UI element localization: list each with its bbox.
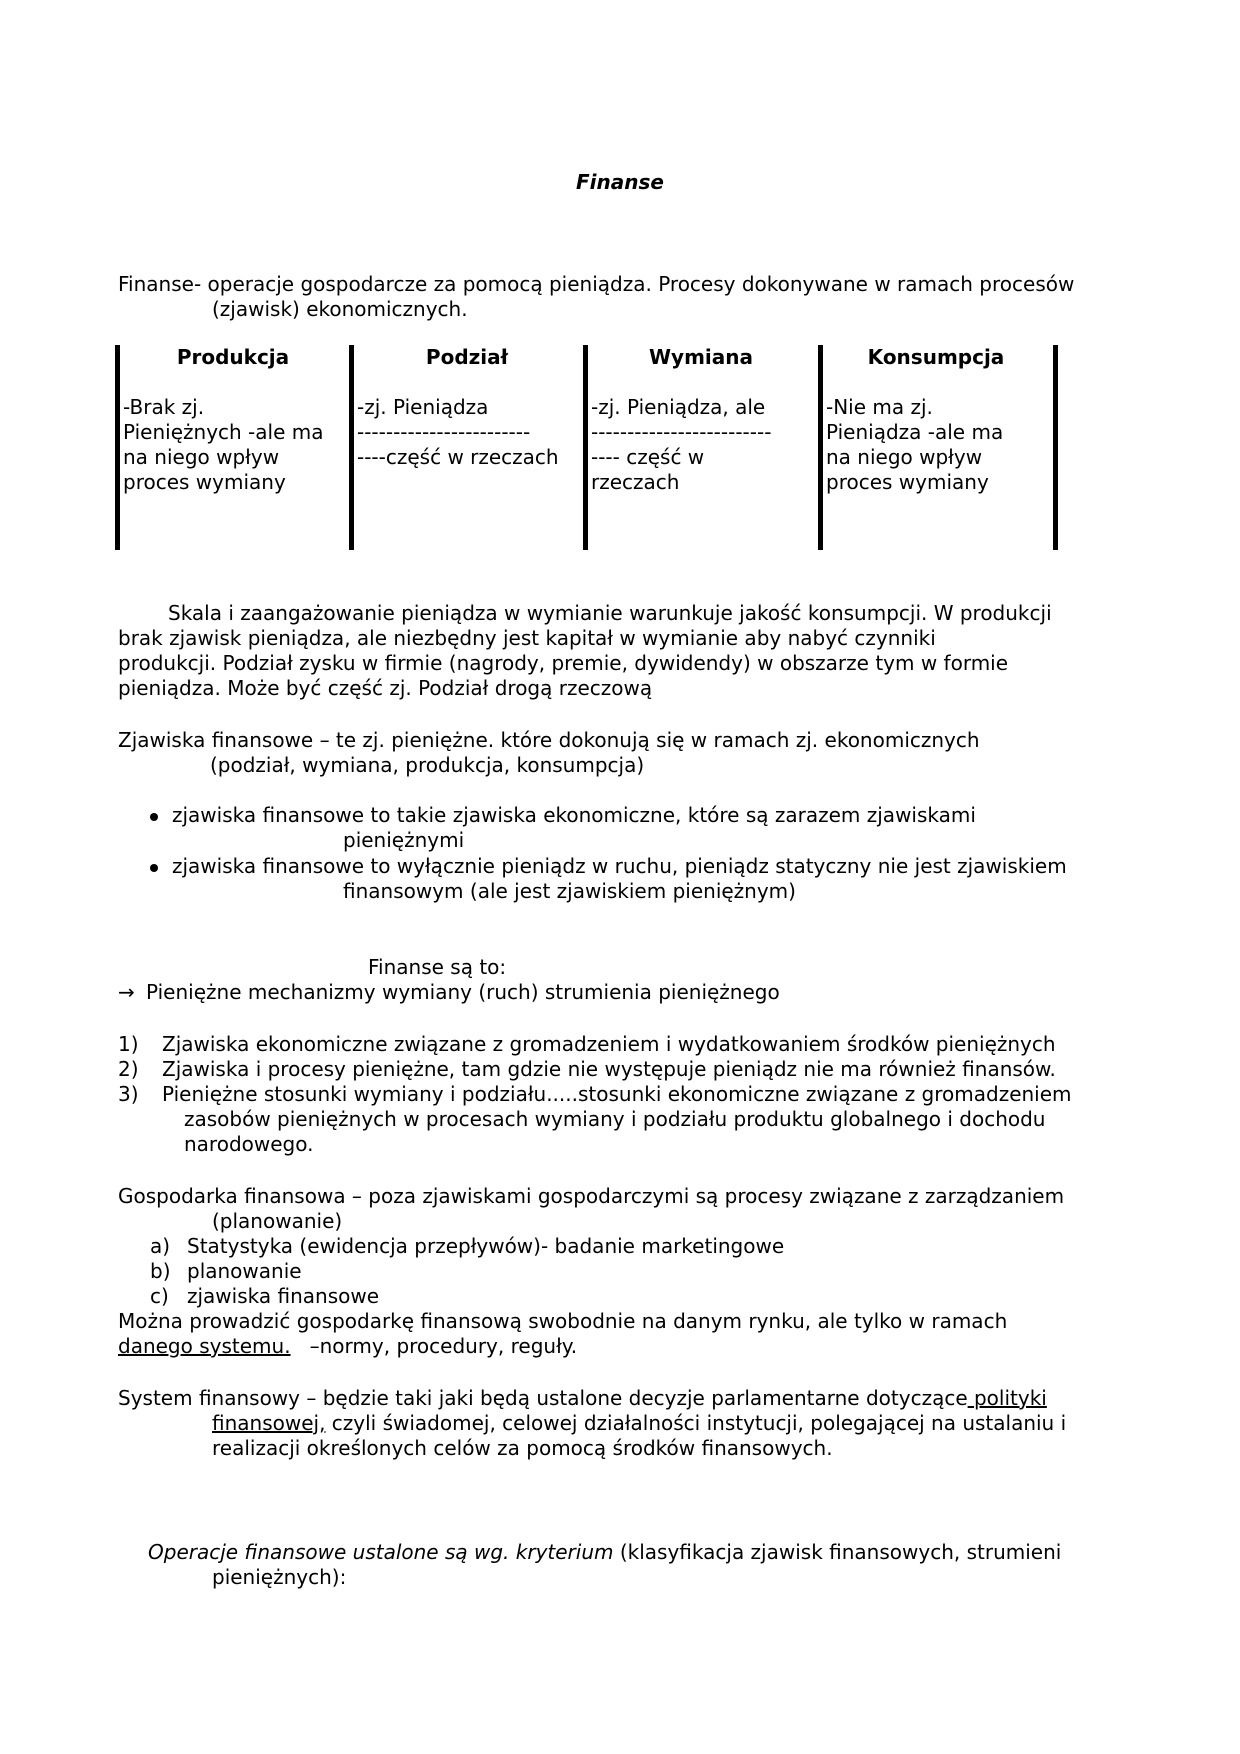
- cell-line: ------------------------: [357, 420, 531, 444]
- cell-line: -Nie ma zj.: [826, 395, 933, 419]
- table-column-produkcja: [123, 345, 343, 550]
- table-column-podzial: [357, 345, 577, 550]
- system-line-1-text: System finansowy – będzie taki jaki będą ustalone decyzje parlamentarne dotyczące: [118, 1386, 968, 1410]
- cell-line: ---- część w: [591, 445, 705, 469]
- column-body: [123, 395, 343, 495]
- operations-italic: Operacje finansowe ustalone są wg. kryterium: [148, 1540, 614, 1564]
- column-body: [826, 395, 1046, 495]
- cell-line: proces wymiany: [123, 470, 286, 494]
- cell-line: proces wymiany: [826, 470, 989, 494]
- cell-line: na niego wpływ: [123, 445, 280, 469]
- column-body: [357, 395, 577, 470]
- phenomena-line-2: (podział, wymiana, produkcja, konsumpcja): [210, 753, 645, 777]
- scale-line-2: brak zjawisk pieniądza, ale niezbędny jest kapitał w wymianie aby nabyć czynniki: [118, 626, 936, 650]
- cell-line: rzeczach: [591, 470, 680, 494]
- economy-line-2: (planowanie): [212, 1209, 343, 1233]
- table-border: [583, 345, 588, 550]
- list-number: 1): [118, 1032, 139, 1056]
- list-label: b): [150, 1259, 171, 1283]
- column-header: Wymiana: [648, 345, 754, 369]
- column-body: [591, 395, 811, 495]
- system-line-2-rest: czyli świadomej, celowej działalności instytucji, polegającej na ustalaniu i: [325, 1411, 1067, 1435]
- bullet-icon: [150, 864, 158, 872]
- finance-are-line: Pieniężne mechanizmy wymiany (ruch) strumienia pieniężnego: [146, 980, 780, 1004]
- bullet-1-line-2: pieniężnymi: [343, 828, 465, 852]
- list-item-continuation: zasobów pieniężnych w procesach wymiany i podziału produktu globalnego i dochodu: [184, 1107, 1046, 1131]
- list-item: Pieniężne stosunki wymiany i podziału.....stosunki ekonomiczne związane z gromadzeniem: [162, 1082, 1072, 1106]
- economy-line-4-rest: –normy, procedury, reguły.: [290, 1334, 578, 1358]
- list-item: zjawiska finansowe: [187, 1284, 380, 1308]
- underlined-term: danego systemu.: [118, 1334, 291, 1358]
- bullet-1-line-1: zjawiska finansowe to takie zjawiska ekonomiczne, które są zarazem zjawiskami: [172, 803, 976, 827]
- document-title: Finanse: [576, 170, 664, 194]
- cell-line: -Brak zj.: [123, 395, 205, 419]
- economic-processes-table: [115, 345, 1058, 550]
- bullet-2-line-1: zjawiska finansowe to wyłącznie pieniądz w ruchu, pieniądz statyczny nie jest zjawiskiem: [172, 854, 1067, 878]
- list-item: Statystyka (ewidencja przepływów)- badanie marketingowe: [187, 1234, 785, 1258]
- underlined-term: finansowej,: [212, 1411, 326, 1435]
- economy-line-3: Można prowadzić gospodarkę finansową swobodnie na danym rynku, ale tylko w ramach: [118, 1309, 1008, 1333]
- cell-line: -------------------------: [591, 420, 772, 444]
- intro-line-2: (zjawisk) ekonomicznych.: [212, 297, 468, 321]
- list-number: 3): [118, 1082, 139, 1106]
- list-label: c): [150, 1284, 169, 1308]
- intro-line-1: Finanse- operacje gospodarcze za pomocą pieniądza. Procesy dokonywane w ramach procesów: [118, 272, 1075, 296]
- system-line-1: [118, 1386, 1047, 1411]
- system-line-2: [212, 1411, 1066, 1436]
- arrow-icon: →: [118, 980, 135, 1004]
- cell-line: Pieniądza -ale ma: [826, 420, 1004, 444]
- table-border: [818, 345, 823, 550]
- column-header: Podział: [425, 345, 509, 369]
- table-column-wymiana: [591, 345, 811, 550]
- phenomena-line-1: Zjawiska finansowe – te zj. pieniężne. które dokonują się w ramach zj. ekonomicznych: [118, 728, 980, 752]
- underlined-term: polityki: [967, 1386, 1047, 1410]
- scale-line-4: pieniądza. Może być część zj. Podział drogą rzeczową: [118, 676, 653, 700]
- operations-rest: (klasyfikacja zjawisk finansowych, strumieni: [613, 1540, 1062, 1564]
- cell-line: na niego wpływ: [826, 445, 983, 469]
- bullet-2-line-2: finansowym (ale jest zjawiskiem pieniężnym): [343, 879, 796, 903]
- cell-line: -zj. Pieniądza, ale: [591, 395, 766, 419]
- table-border: [115, 345, 120, 550]
- cell-line: -zj. Pieniądza: [357, 395, 489, 419]
- table-border: [1053, 345, 1058, 550]
- scale-line-3: produkcji. Podział zysku w firmie (nagrody, premie, dywidendy) w obszarze tym w formie: [118, 651, 1009, 675]
- column-header: Produkcja: [176, 345, 290, 369]
- finance-are-heading: Finanse są to:: [368, 955, 507, 979]
- list-item: Zjawiska ekonomiczne związane z gromadzeniem i wydatkowaniem środków pieniężnych: [162, 1032, 1056, 1056]
- list-item-continuation: narodowego.: [184, 1132, 314, 1156]
- list-item: Zjawiska i procesy pieniężne, tam gdzie nie występuje pieniądz nie ma również finansów.: [162, 1057, 1056, 1081]
- economy-line-1: Gospodarka finansowa – poza zjawiskami gospodarczymi są procesy związane z zarządzaniem: [118, 1184, 1065, 1208]
- column-header: Konsumpcja: [867, 345, 1005, 369]
- list-item: planowanie: [187, 1259, 302, 1283]
- list-number: 2): [118, 1057, 139, 1081]
- scale-line-1: Skala i zaangażowanie pieniądza w wymianie warunkuje jakość konsumpcji. W produkcji: [168, 601, 1052, 625]
- bullet-icon: [150, 813, 158, 821]
- cell-line: Pieniężnych -ale ma: [123, 420, 324, 444]
- table-column-konsumpcja: [826, 345, 1046, 550]
- system-line-3: realizacji określonych celów za pomocą środków finansowych.: [212, 1436, 833, 1460]
- list-label: a): [150, 1234, 171, 1258]
- cell-line: ----część w rzeczach: [357, 445, 559, 469]
- economy-line-4: [118, 1334, 577, 1359]
- operations-line-1: [148, 1540, 1061, 1565]
- operations-line-2: pieniężnych):: [212, 1565, 347, 1589]
- table-border: [349, 345, 354, 550]
